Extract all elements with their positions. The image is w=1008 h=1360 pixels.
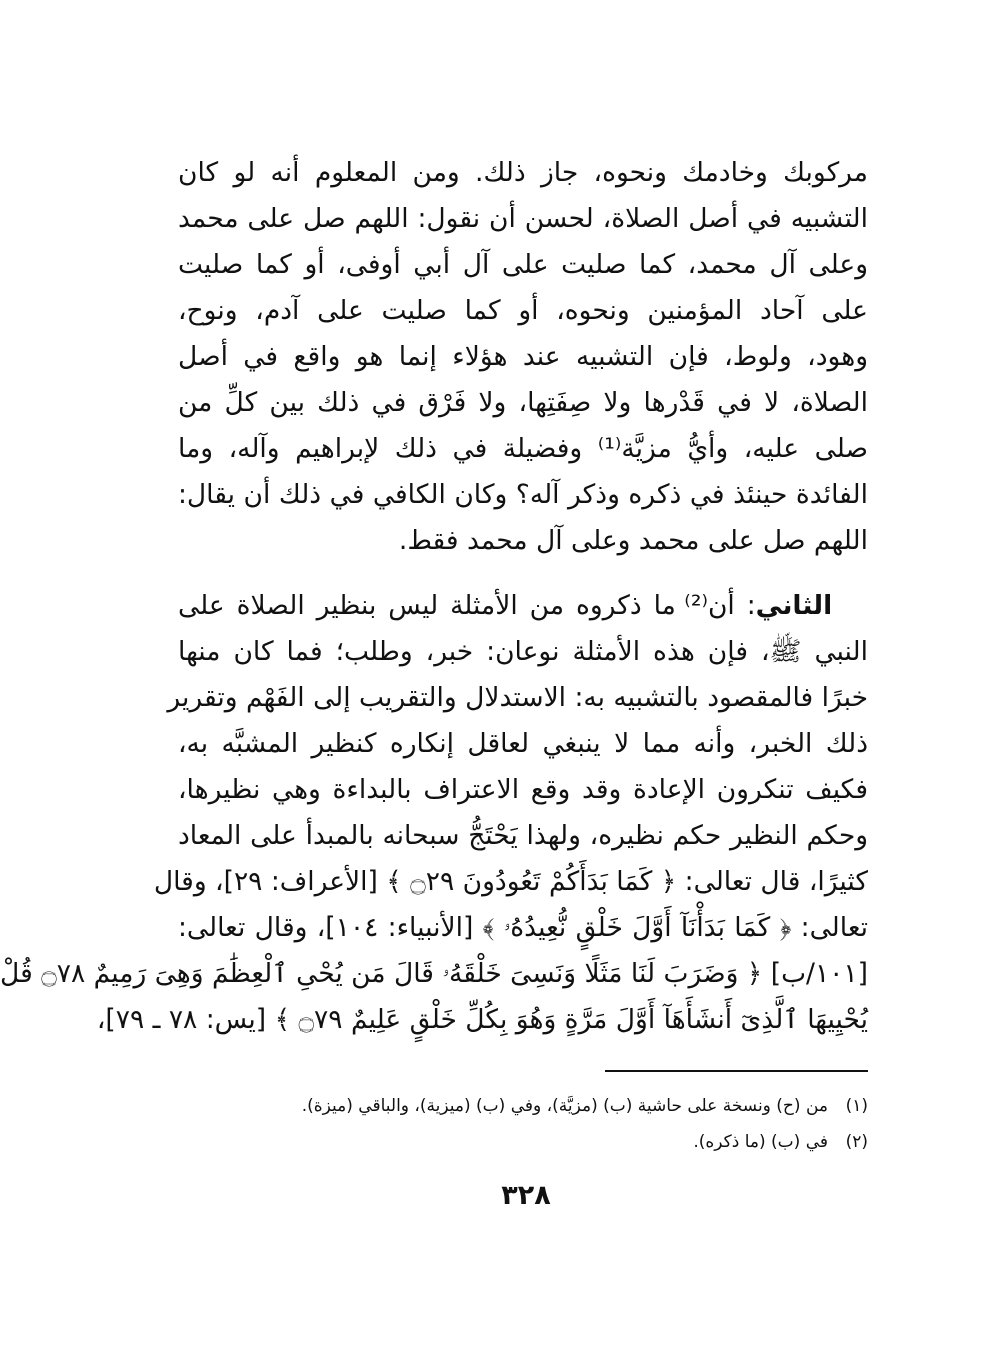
paragraph-second xyxy=(0,583,868,1043)
text-line: الفائدة حينئذ في ذكره وذكر آله؟ وكان الكافي في ذلك أن يقال: xyxy=(178,479,868,510)
footnote-text: من (ح) ونسخة على حاشية (ب) (مزيَّة)، وفي (ب) (ميزية)، والباقي (ميزة). xyxy=(301,1096,828,1116)
paragraph-lead-word: الثاني xyxy=(755,590,833,621)
text-line: اللهم صل على محمد وعلى آل محمد فقط. xyxy=(398,525,868,556)
text-line: وعلى آل محمد، كما صليت على آل أبي أوفى، أو كما صليت xyxy=(178,249,868,280)
text-line: وهود، ولوط، فإن التشبيه عند هؤلاء إنما هو واقع في أصل xyxy=(178,341,868,372)
text-line: يُحْيِيهَا ٱلَّذِىٓ أَنشَأَهَآ أَوَّلَ مَرَّةٍ وَهُوَ بِكُلِّ خَلْقٍ عَلِيمٌ ۝٧٩ ﴾ [يس: ٧٨ ـ ٧٩]، xyxy=(96,1004,868,1035)
text-line: صلى عليه، وأيُّ مزيَّة⁽¹⁾ وفضيلة في ذلك لإبراهيم وآله، وما xyxy=(178,433,868,464)
text-line: مركوبك وخادمك ونحوه، جاز ذلك. ومن المعلوم أنه لو كان xyxy=(178,157,868,188)
paragraph-first xyxy=(178,150,868,564)
text-line: على آحاد المؤمنين ونحوه، أو كما صليت على آدم، ونوح، xyxy=(178,295,868,326)
footnote-1 xyxy=(178,1088,868,1124)
footnote-2 xyxy=(178,1124,868,1160)
footnote-number: (٢) xyxy=(845,1132,868,1152)
text-line: [١٠١/ب] ﴿ وَضَرَبَ لَنَا مَثَلًا وَنَسِىَ خَلْقَهُۥ قَالَ مَن يُحْىِ ٱلْعِظَٰمَ وَهِىَ رَمِيمٌ ۝٧٨ قُلْ xyxy=(0,958,868,989)
footnote-separator xyxy=(605,1070,868,1072)
text-line: ذلك الخبر، وأنه مما لا ينبغي لعاقل إنكاره كنظير المشبَّه به، xyxy=(178,728,868,759)
footnote-text: في (ب) (ما ذكره). xyxy=(693,1132,828,1152)
text-line: الصلاة، لا في قَدْرها ولا صِفَتِها، ولا فَرْق في ذلك بين كلِّ من xyxy=(178,387,868,418)
page-number: ٣٢٨ xyxy=(501,1180,551,1211)
footnotes xyxy=(178,1088,868,1160)
text-line: التشبيه في أصل الصلاة، لحسن أن نقول: اللهم صل على محمد xyxy=(178,203,868,234)
text-line: النبي ﷺ، فإن هذه الأمثلة نوعان: خبر، وطلب؛ فما كان منها xyxy=(178,636,868,667)
text-line-rest: : أن⁽²⁾ ما ذكروه من الأمثلة ليس بنظير الصلاة على xyxy=(178,590,756,621)
text-line: خبرًا فالمقصود بالتشبيه به: الاستدلال والتقريب إلى الفَهْم وتقرير xyxy=(167,682,868,713)
footnote-number: (١) xyxy=(845,1096,868,1116)
text-line: فكيف تنكرون الإعادة وقد وقع الاعتراف بالبداءة وهي نظيرها، xyxy=(178,774,868,805)
text-line: وحكم النظير حكم نظيره، ولهذا يَحْتَجُّ سبحانه بالمبدأ على المعاد xyxy=(178,820,868,851)
text-line: كثيرًا، قال تعالى: ﴿ كَمَا بَدَأَكُمْ تَعُودُونَ ۝٢٩ ﴾ [الأعراف: ٢٩]، وقال xyxy=(153,866,868,897)
text-line-first xyxy=(178,583,868,629)
text-line: تعالى: ﴿ كَمَا بَدَأْنَآ أَوَّلَ خَلْقٍ نُّعِيدُهُۥ ﴾ [الأنبياء: ١٠٤]، وقال تعالى: xyxy=(178,912,868,943)
